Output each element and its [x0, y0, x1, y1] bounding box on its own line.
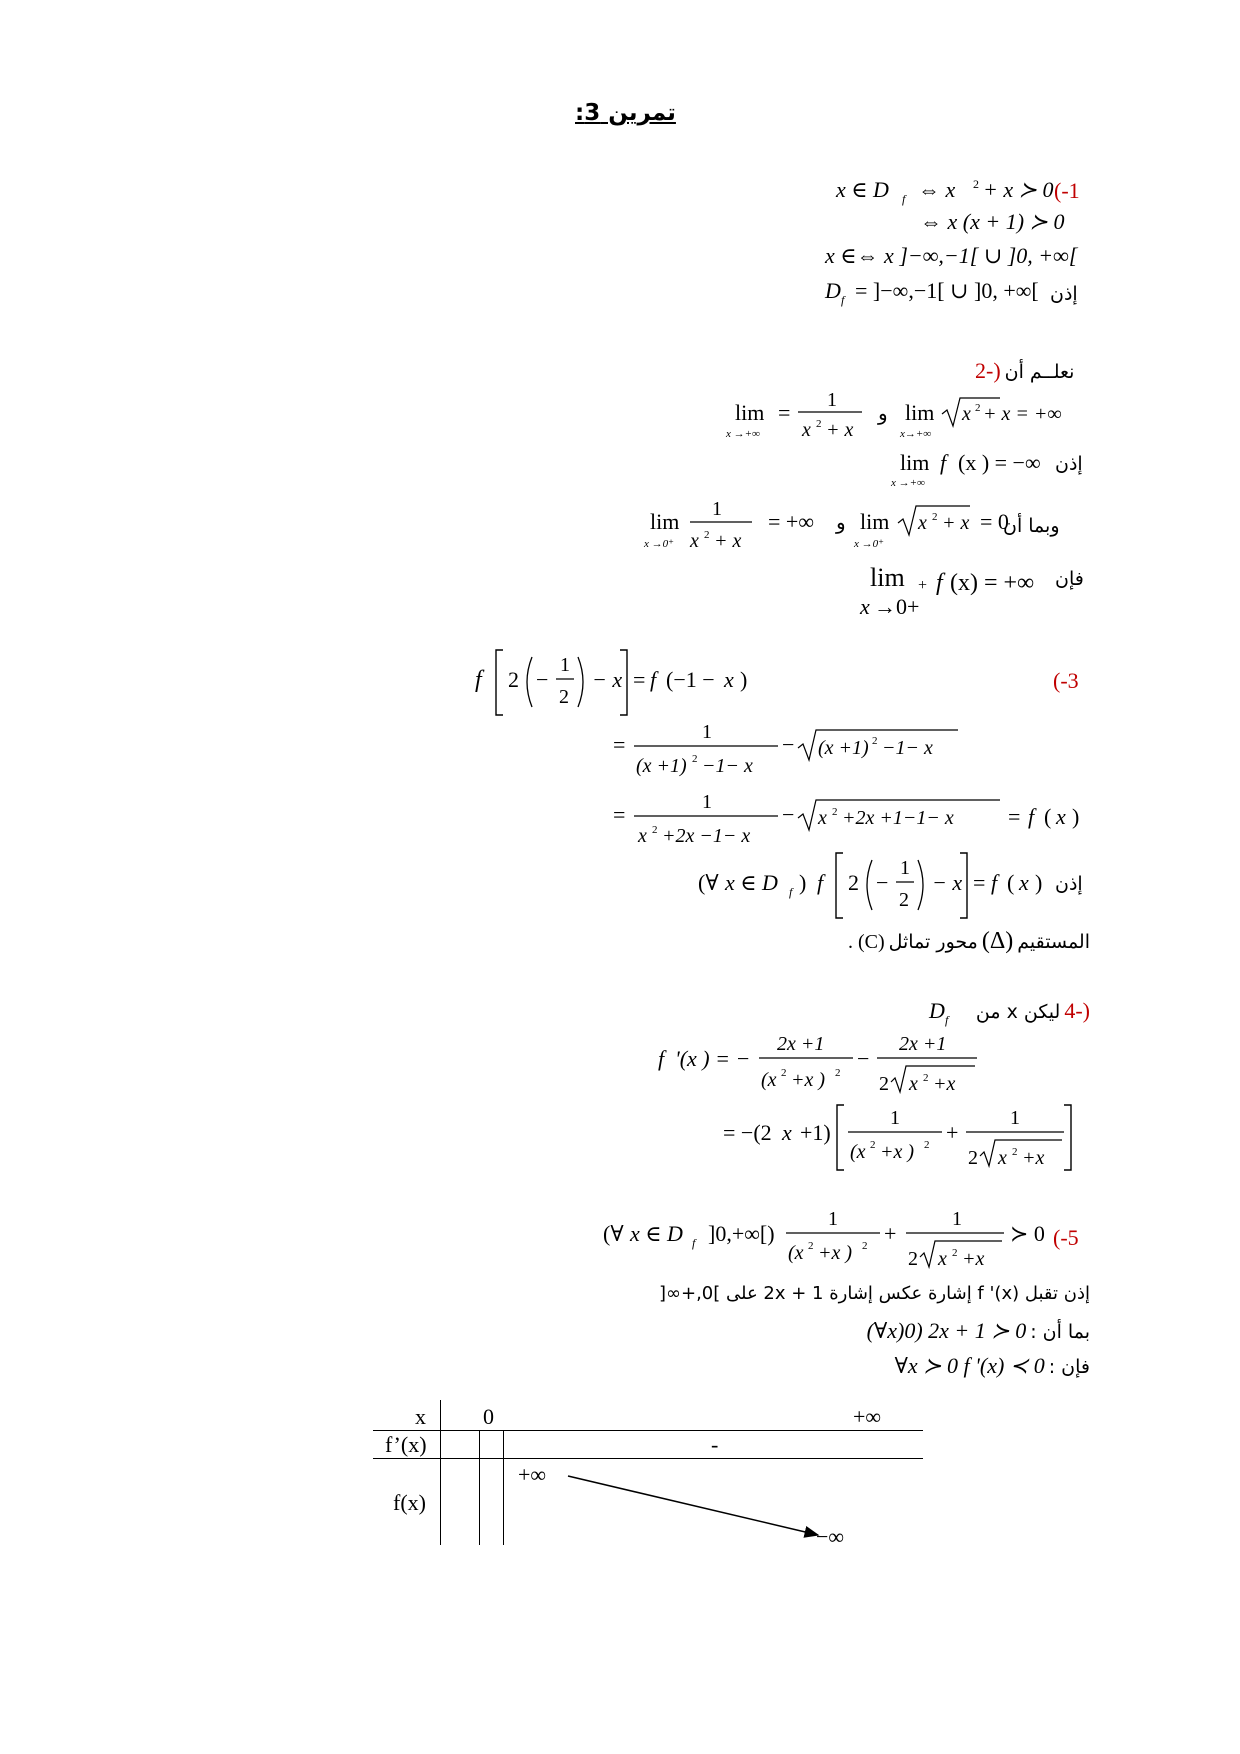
q2-then2-formula	[850, 560, 1050, 620]
svg-text:x: x	[818, 807, 827, 829]
svg-text:2: 2	[816, 418, 822, 430]
svg-text:): )	[1072, 804, 1080, 829]
svg-text:2: 2	[862, 1240, 868, 1252]
svg-text:=: =	[1008, 804, 1021, 829]
svg-text:≻ 0: ≻ 0	[1010, 1221, 1045, 1246]
svg-text:=: =	[613, 732, 626, 757]
svg-text:x: x	[724, 667, 734, 692]
q3-line4	[695, 848, 1065, 923]
svg-text:− x: − x	[592, 667, 623, 692]
svg-text:+x: +x	[962, 1248, 985, 1270]
svg-text:(∀: (∀	[698, 870, 719, 895]
svg-text:x →0⁺: x →0⁺	[854, 538, 884, 550]
svg-text:1: 1	[702, 791, 712, 813]
svg-text:'(x ) = −: '(x ) = −	[675, 1046, 751, 1071]
q2-then2-label: فإن	[1055, 568, 1084, 590]
q2-header	[975, 358, 1074, 384]
svg-text:+ x ≻ 0: + x ≻ 0	[983, 177, 1054, 202]
svg-text:x →+∞: x →+∞	[726, 428, 760, 440]
svg-text:1: 1	[890, 1107, 900, 1129]
svg-text:x: x	[782, 1120, 792, 1145]
q2-limits-zero	[640, 495, 1020, 557]
svg-text:−: −	[536, 667, 549, 692]
q5-hence-label: فإن :	[1048, 1356, 1090, 1378]
svg-text:2: 2	[870, 1139, 876, 1151]
q5-line3	[820, 1318, 1090, 1344]
svg-text:f: f	[902, 192, 906, 206]
svg-text:f: f	[692, 1236, 696, 1250]
svg-text:f: f	[817, 870, 824, 895]
svg-text:x: x	[690, 530, 699, 552]
svg-text:2: 2	[924, 1139, 930, 1151]
svg-text:1: 1	[900, 857, 910, 879]
svg-text:−: −	[876, 870, 889, 895]
q2-intro: نعلــم أن	[1004, 361, 1075, 383]
svg-text:2: 2	[975, 402, 981, 414]
svg-text:f: f	[1028, 804, 1035, 829]
table-f-label: f(x)	[393, 1490, 426, 1515]
q2-then1-formula	[880, 448, 1080, 493]
svg-text:): )	[1035, 870, 1043, 895]
svg-text:+x: +x	[933, 1073, 956, 1095]
q1-number: (-1	[1054, 178, 1080, 203]
svg-text:): )	[799, 870, 807, 895]
svg-text:2: 2	[968, 1147, 978, 1169]
svg-text:=: =	[778, 400, 791, 425]
q3-axis-label: محور تماثل	[888, 931, 978, 953]
svg-text:2: 2	[704, 529, 710, 541]
q1-then-label: إذن	[1050, 283, 1078, 305]
svg-text:lim: lim	[860, 509, 890, 534]
svg-text:1: 1	[828, 1208, 838, 1230]
svg-text:2: 2	[952, 1247, 958, 1259]
svg-text:x: x	[918, 512, 927, 534]
svg-text:f: f	[475, 667, 482, 693]
svg-text:f: f	[940, 450, 947, 475]
svg-text:=: =	[973, 870, 986, 895]
table-x-infinity: +∞	[853, 1404, 882, 1429]
svg-text:و: و	[878, 403, 888, 425]
table-x-zero: 0	[483, 1404, 494, 1429]
svg-text:+2x −1− x: +2x −1− x	[662, 825, 751, 847]
table-fprime-label: f’(x)	[385, 1432, 427, 1457]
svg-text:= ]−∞,−1[ ∪ ]0, +∞[: = ]−∞,−1[ ∪ ]0, +∞[	[855, 278, 1039, 303]
svg-text:x: x	[638, 825, 647, 847]
svg-text:2: 2	[872, 735, 878, 747]
svg-text:x: x	[1019, 870, 1029, 895]
svg-text:→0+: →0+	[874, 594, 920, 619]
svg-text:(x: (x	[761, 1069, 777, 1091]
svg-text:x: x	[909, 1073, 918, 1095]
q4-df	[925, 994, 965, 1030]
svg-text:(x +1): (x +1)	[818, 737, 869, 759]
svg-text:−: −	[782, 802, 795, 827]
table-x-label: x	[415, 1404, 426, 1429]
q3-line-label: المستقيم	[1017, 931, 1090, 953]
svg-text:2: 2	[879, 1073, 889, 1095]
svg-text:+ x = +∞: + x = +∞	[983, 403, 1062, 425]
svg-text:x →0⁺: x →0⁺	[644, 538, 674, 550]
svg-text:−: −	[782, 732, 795, 757]
q4-number: (-4	[1064, 998, 1090, 1023]
q3-line1	[470, 645, 770, 720]
q3-delta: (Δ)	[981, 928, 1014, 954]
table-sign: -	[711, 1432, 719, 1457]
q2-limits-infinity	[720, 390, 1080, 450]
svg-text:(x: (x	[788, 1242, 804, 1264]
svg-text:f: f	[841, 293, 845, 307]
q4-line1	[655, 1030, 995, 1100]
svg-text:x ∈ D: x ∈ D	[630, 1221, 683, 1246]
svg-text:2: 2	[932, 511, 938, 523]
page-title: تمرين 3:	[575, 100, 676, 126]
svg-text:=: =	[633, 667, 646, 692]
q4-line2	[720, 1100, 1080, 1175]
q3-number: (-3	[1053, 668, 1079, 693]
svg-text:x: x	[998, 1147, 1007, 1169]
svg-text:2: 2	[848, 870, 859, 895]
svg-text:+x ): +x )	[818, 1242, 853, 1264]
q4-intro: ليكن x من	[975, 1001, 1061, 1023]
svg-text:1: 1	[952, 1208, 962, 1230]
svg-text:2: 2	[508, 667, 519, 692]
svg-text:f: f	[945, 1013, 949, 1027]
svg-text:f: f	[658, 1046, 665, 1071]
svg-text:2: 2	[832, 806, 838, 818]
svg-text:= +∞: = +∞	[768, 509, 814, 534]
svg-text:D: D	[929, 998, 945, 1023]
q3-conclusion	[815, 928, 1090, 955]
svg-text:+: +	[918, 577, 928, 594]
svg-text:= 0: = 0	[980, 509, 1009, 534]
svg-text:−: −	[857, 1046, 870, 1071]
svg-text:(: (	[1044, 804, 1052, 829]
svg-text:+x ): +x )	[880, 1141, 915, 1163]
q2-since-label: وبما أن	[1003, 515, 1060, 537]
svg-text:+: +	[884, 1221, 897, 1246]
svg-text:+x: +x	[1022, 1147, 1045, 1169]
q5-line2: إذن تقبل f '(x) إشارة عكس إشارة 2x + 1 على ]0,+∞[	[658, 1283, 1090, 1304]
svg-text:⇔ x (x + 1) ≻ 0: ⇔ x (x + 1) ≻ 0	[920, 209, 1065, 234]
svg-text:x ∈⇔ x ]−∞,−1[ ∪ ]0, +∞[: x ∈⇔ x ]−∞,−1[ ∪ ]0, +∞[	[825, 243, 1078, 268]
svg-text:x: x	[860, 594, 870, 619]
svg-text:): )	[740, 667, 748, 692]
svg-text:1: 1	[712, 498, 722, 520]
decreasing-arrow	[373, 1400, 923, 1545]
svg-text:2: 2	[1012, 1146, 1018, 1158]
svg-text:2: 2	[908, 1248, 918, 1270]
table-f-start: +∞	[518, 1462, 547, 1487]
svg-text:f: f	[789, 885, 793, 899]
q3-then-label: إذن	[1055, 873, 1083, 895]
svg-text:(x: (x	[850, 1141, 866, 1163]
svg-text:x: x	[1056, 804, 1066, 829]
svg-text:⇔ x: ⇔ x	[918, 177, 956, 202]
svg-text:x →+∞: x →+∞	[891, 477, 925, 489]
svg-text:x: x	[802, 419, 811, 441]
svg-text:+x ): +x )	[791, 1069, 826, 1091]
q3-curve-label: . (C)	[847, 931, 885, 953]
svg-text:lim: lim	[905, 400, 935, 425]
q5-since-label: بما أن :	[1030, 1321, 1090, 1343]
svg-text:−1− x: −1− x	[882, 737, 933, 759]
svg-text:2: 2	[835, 1067, 841, 1079]
svg-text:2: 2	[559, 686, 569, 708]
svg-text:f: f	[991, 870, 998, 895]
svg-text:f: f	[650, 667, 657, 692]
svg-text:1: 1	[560, 654, 570, 676]
svg-text:=: =	[613, 802, 626, 827]
svg-text:(x ) = −∞: (x ) = −∞	[958, 450, 1041, 475]
q2-then1-label: إذن	[1055, 453, 1083, 475]
svg-text:1: 1	[1010, 1107, 1020, 1129]
svg-text:1: 1	[827, 389, 837, 411]
svg-text:+2x +1−1− x: +2x +1−1− x	[842, 807, 954, 829]
q5-since-formula: (∀x)0) 2x + 1 ≻ 0	[866, 1318, 1027, 1343]
svg-text:2: 2	[808, 1240, 814, 1252]
svg-text:x: x	[962, 403, 971, 425]
q3-line3	[610, 788, 1090, 848]
variation-table	[373, 1400, 923, 1549]
svg-text:]0,+∞[): ]0,+∞[)	[708, 1221, 775, 1246]
q5-number: (-5	[1053, 1225, 1079, 1250]
svg-text:2: 2	[692, 753, 698, 765]
svg-text:و: و	[836, 512, 846, 534]
svg-text:2: 2	[973, 177, 979, 191]
svg-text:x: x	[938, 1248, 947, 1270]
svg-text:2x +1: 2x +1	[777, 1033, 825, 1055]
svg-text:= −(2: = −(2	[723, 1120, 772, 1145]
svg-text:+ x: + x	[714, 530, 742, 552]
svg-text:2: 2	[923, 1072, 929, 1084]
svg-text:+ x: + x	[826, 419, 854, 441]
svg-text:f: f	[936, 570, 943, 596]
svg-text:(−1 −: (−1 −	[666, 667, 715, 692]
svg-text:(x +1): (x +1)	[636, 755, 687, 777]
q5-line1	[600, 1205, 1080, 1275]
svg-text:x ∈ D: x ∈ D	[725, 870, 778, 895]
svg-text:x→+∞: x→+∞	[900, 428, 932, 440]
svg-text:(∀: (∀	[603, 1221, 624, 1246]
svg-text:+: +	[946, 1120, 959, 1145]
svg-text:lim: lim	[900, 450, 930, 475]
svg-text:D: D	[825, 278, 841, 303]
svg-text:2: 2	[781, 1067, 787, 1079]
svg-text:− x: − x	[932, 870, 963, 895]
svg-text:(x) = +∞: (x) = +∞	[950, 570, 1035, 596]
svg-text:1: 1	[702, 721, 712, 743]
svg-text:lim: lim	[870, 563, 905, 592]
svg-text:x ∈ D: x ∈ D	[836, 177, 889, 202]
q5-line4	[820, 1353, 1090, 1379]
svg-text:lim: lim	[650, 509, 680, 534]
q5-hence-formula: ∀x ≻ 0 f '(x) ≺ 0	[894, 1353, 1045, 1378]
svg-text:2: 2	[899, 889, 909, 911]
svg-text:2x +1: 2x +1	[899, 1033, 947, 1055]
svg-text:lim: lim	[735, 400, 765, 425]
svg-text:2: 2	[652, 824, 658, 836]
q2-number: (-2	[975, 358, 1001, 383]
svg-text:−1− x: −1− x	[702, 755, 753, 777]
svg-text:+1): +1)	[800, 1120, 831, 1145]
table-f-end: −∞	[816, 1524, 845, 1549]
svg-text:(: (	[1007, 870, 1015, 895]
q3-line2	[610, 718, 970, 778]
svg-text:+ x: + x	[942, 512, 970, 534]
